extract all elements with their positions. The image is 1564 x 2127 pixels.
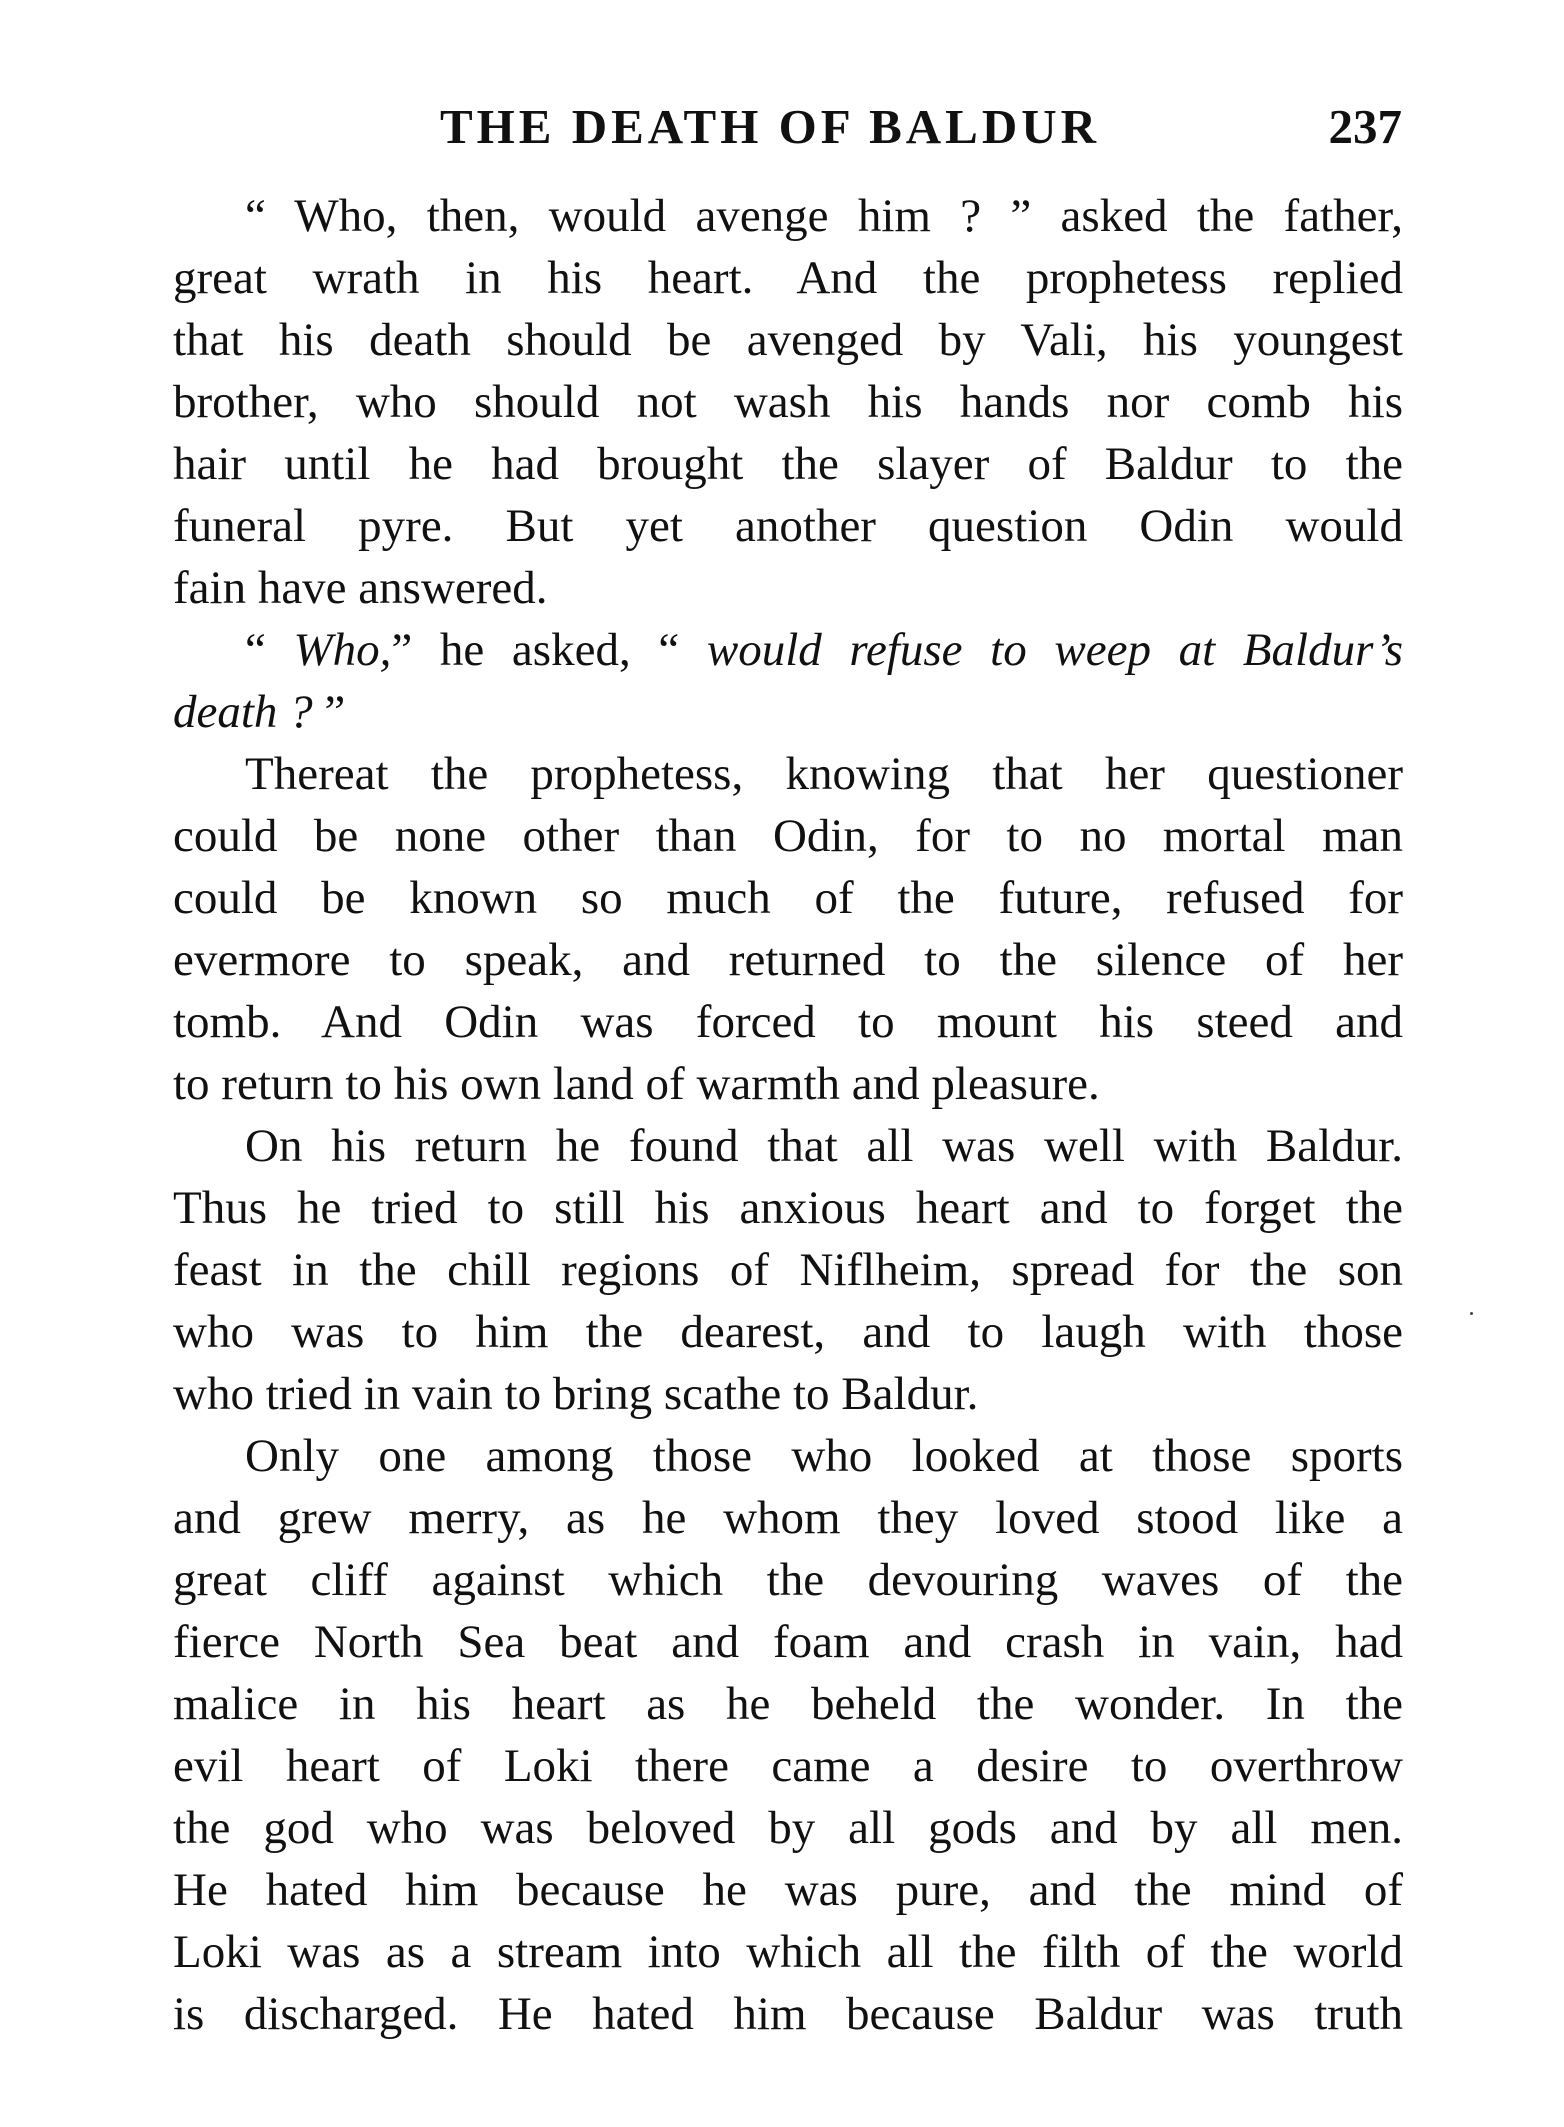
text-line: could be known so much of the future, refused for [173, 872, 1403, 924]
text-line: could be none other than Odin, for to no mortal man [173, 810, 1403, 862]
text-line: tomb. And Odin was forced to mount his steed and [173, 996, 1403, 1048]
text-line: Thereat the prophetess, knowing that her questioner [245, 748, 1403, 800]
text-line: hair until he had brought the slayer of Baldur to the [173, 438, 1403, 490]
text-line: great wrath in his heart. And the prophetess replied [173, 252, 1403, 304]
italic-segment: would refuse to weep at Baldur’s [706, 624, 1403, 676]
text-line: evermore to speak, and returned to the silence of her [173, 934, 1403, 986]
text-line: feast in the chill regions of Niflheim, spread for the son [173, 1244, 1403, 1296]
text-line: brother, who should not wash his hands nor comb his [173, 376, 1403, 428]
text-line: “ Who, then, would avenge him ? ” asked the father, [245, 190, 1403, 242]
running-head [0, 92, 1564, 162]
page-number: 237 [1328, 99, 1402, 154]
text-line: funeral pyre. But yet another question Odin would [173, 500, 1403, 552]
text-line: fierce North Sea beat and foam and crash in vain, had [173, 1616, 1403, 1668]
text-line: Only one among those who looked at those sports [245, 1430, 1403, 1482]
text-line-mixed [245, 619, 1403, 681]
italic-segment: Who, [293, 624, 392, 676]
text-line: who was to him the dearest, and to laugh with those [173, 1306, 1403, 1358]
text-line: great cliff against which the devouring waves of the [173, 1554, 1403, 1606]
chapter-title: THE DEATH OF BALDUR [440, 99, 1100, 154]
text-line: and grew merry, as he whom they loved stood like a [173, 1492, 1403, 1544]
text-line: Thus he tried to still his anxious heart and to forget the [173, 1182, 1403, 1234]
text-line: the god who was beloved by all gods and by all men. [173, 1802, 1403, 1854]
text-line: On his return he found that all was well with Baldur. [245, 1120, 1403, 1172]
text-segment: ” he asked, “ [391, 624, 707, 676]
text-line: fain have answered. [173, 562, 548, 614]
text-segment: ” [312, 686, 346, 738]
text-line: who tried in vain to bring scathe to Baldur. [173, 1368, 979, 1420]
italic-segment: death ? [173, 686, 313, 738]
text-line: is discharged. He hated him because Baldur was truth [173, 1988, 1403, 2040]
text-line: Loki was as a stream into which all the filth of the world [173, 1926, 1403, 1978]
text-line: malice in his heart as he beheld the wonder. In the [173, 1678, 1403, 1730]
text-segment: “ [245, 624, 294, 676]
ink-speck [1470, 1312, 1473, 1315]
text-line: that his death should be avenged by Vali, his youngest [173, 314, 1403, 366]
text-line: to return to his own land of warmth and pleasure. [173, 1058, 1100, 1110]
text-line-mixed [173, 681, 1403, 743]
text-line: He hated him because he was pure, and the mind of [173, 1864, 1403, 1916]
text-line: evil heart of Loki there came a desire to overthrow [173, 1740, 1403, 1792]
